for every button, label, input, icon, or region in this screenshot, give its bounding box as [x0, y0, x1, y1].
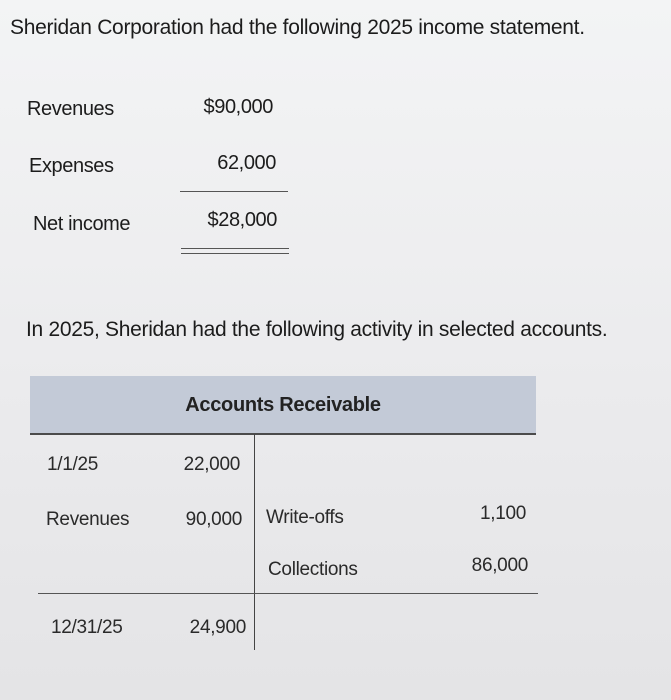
expenses-label: Expenses [29, 155, 114, 177]
debit-row-amount: 90,000 [185, 509, 242, 530]
expenses-value: 62,000 [217, 152, 276, 174]
ending-balance-amount: 24,900 [189, 617, 246, 638]
activity-heading: In 2025, Sheridan had the following activity in selected accounts. [26, 318, 608, 341]
credit-row-amount: 86,000 [471, 555, 528, 576]
problem-heading: Sheridan Corporation had the following 2025 income statement. [10, 16, 585, 39]
net-income-label: Net income [33, 213, 131, 235]
debit-row-label: Revenues [46, 509, 130, 530]
revenues-label: Revenues [27, 98, 114, 120]
debit-row-label: 1/1/25 [47, 454, 99, 475]
subtotal-rule [180, 191, 288, 192]
t-account-title: Accounts Receivable [185, 394, 381, 416]
ending-balance-label: 12/31/25 [51, 617, 123, 638]
debit-row-amount: 22,000 [183, 454, 240, 475]
credit-row-label: Collections [268, 559, 358, 580]
t-account-balance-rule [38, 593, 538, 594]
total-rule-bottom [181, 253, 289, 254]
credit-row-amount: 1,100 [479, 503, 526, 524]
revenues-value: $90,000 [203, 96, 273, 118]
t-account-divider [254, 434, 255, 650]
t-account-header [30, 376, 536, 435]
total-rule-top [181, 248, 289, 249]
credit-row-label: Write-offs [266, 507, 344, 528]
net-income-value: $28,000 [207, 209, 277, 231]
